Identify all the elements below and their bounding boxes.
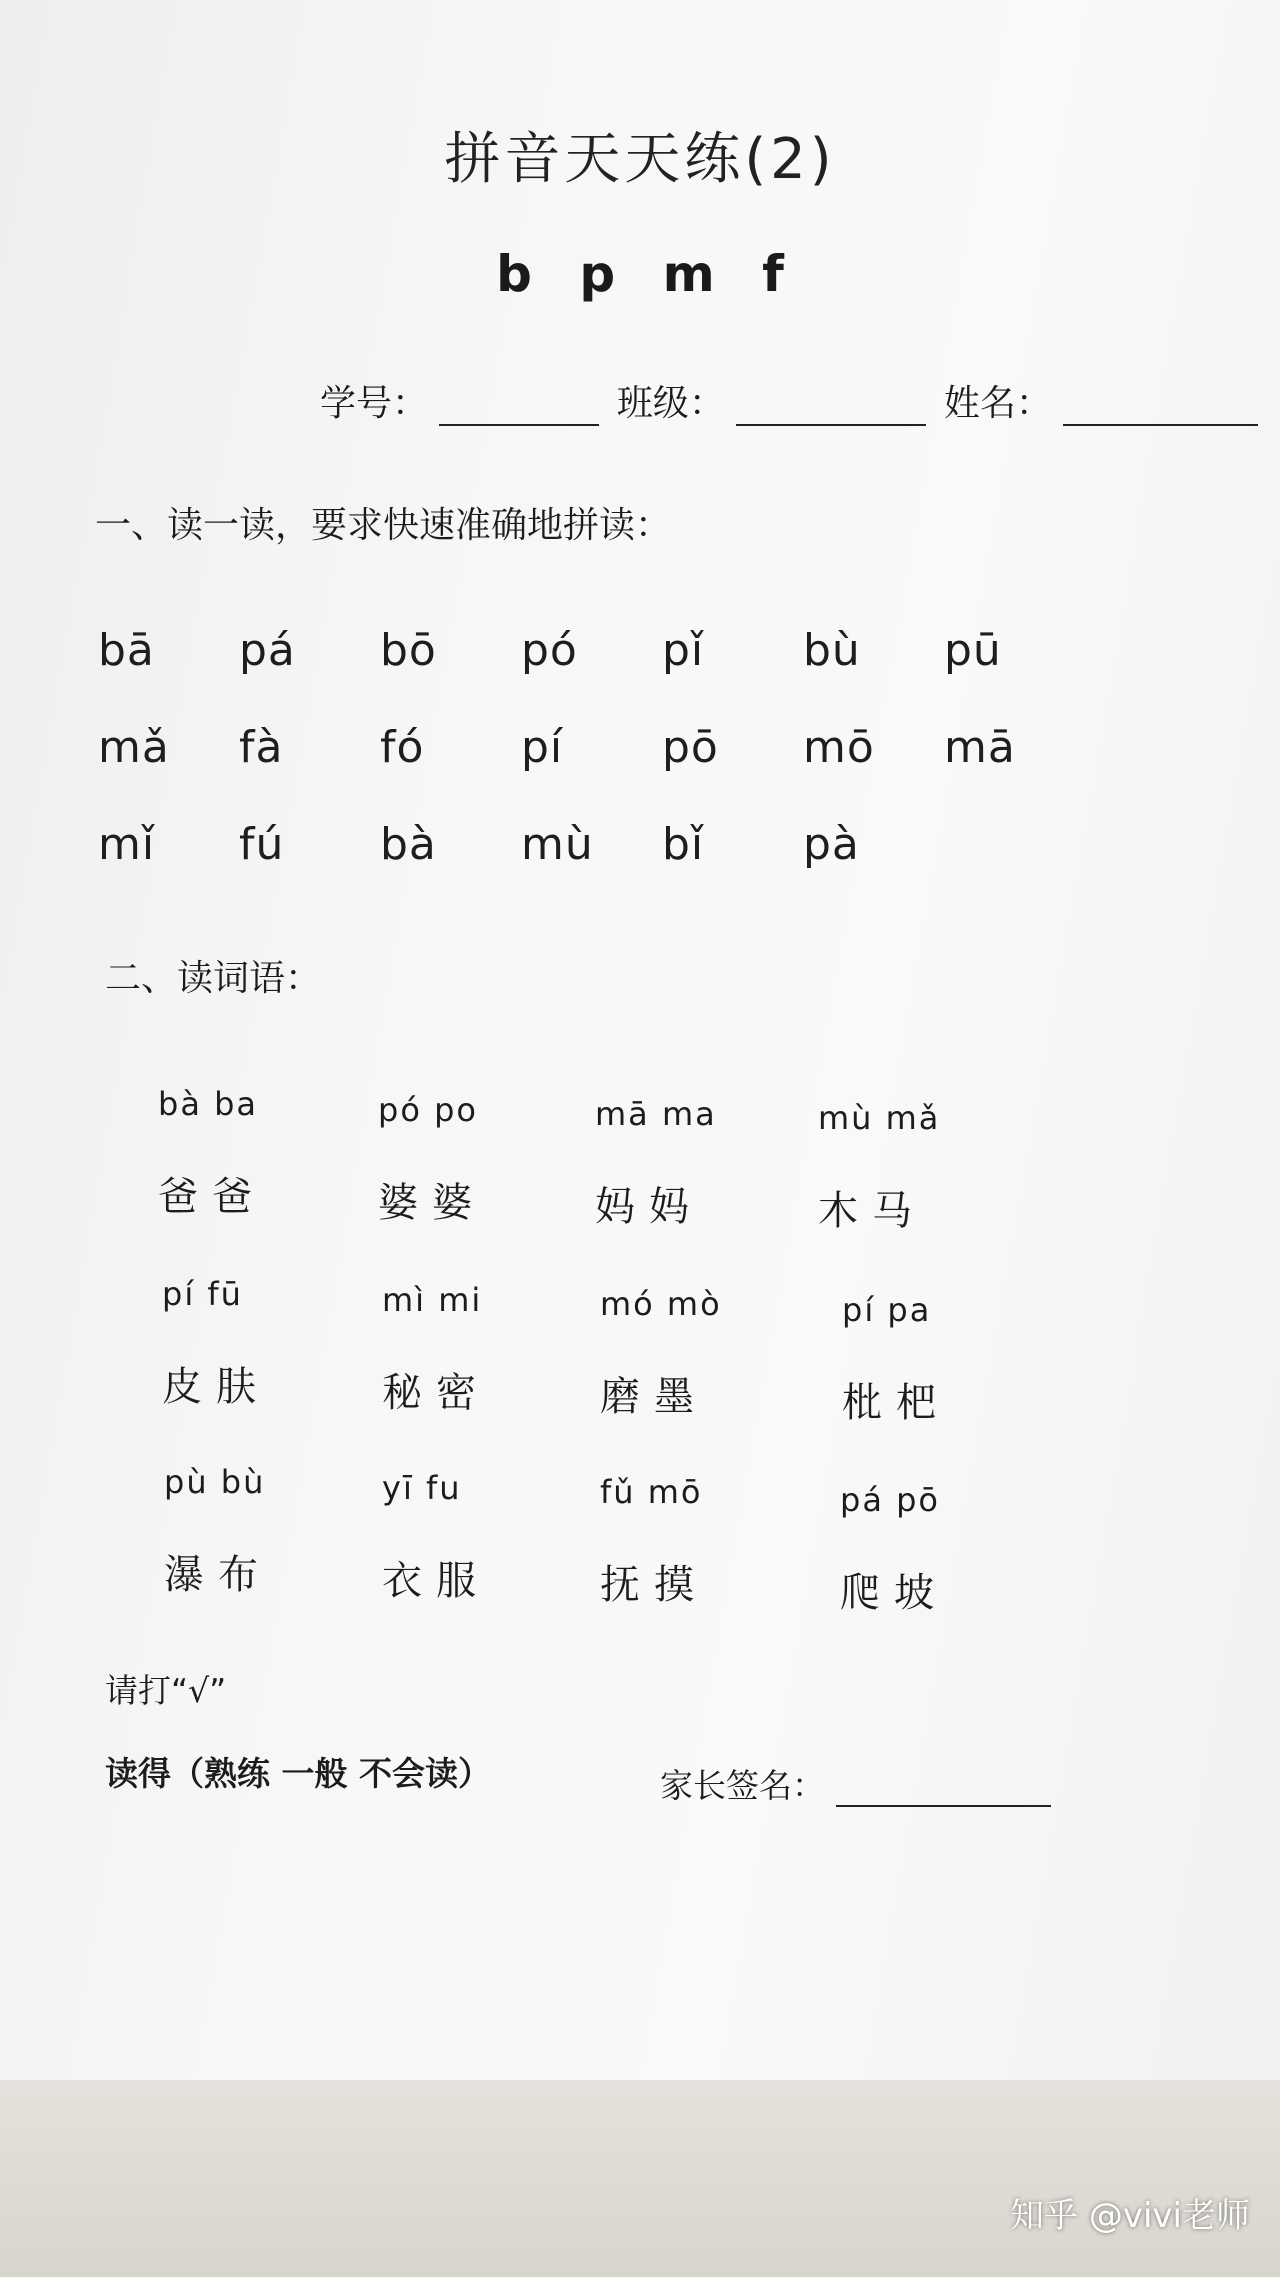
word-hanzi: 妈妈 — [595, 1184, 703, 1230]
word-hanzi: 婆婆 — [378, 1180, 486, 1226]
word-hanzi: 瀑布 — [164, 1552, 272, 1598]
word-pinyin: pó po — [378, 1091, 478, 1129]
pinyin-grid — [98, 625, 1085, 916]
word-pinyin: mó mò — [600, 1285, 722, 1323]
watermark-text: 知乎 @vivi老师 — [1010, 2196, 1250, 2236]
pinyin-row — [98, 819, 1085, 916]
student-no-label: 学号： — [320, 383, 429, 424]
student-info-row — [320, 375, 1264, 426]
pinyin-syllable: pū — [944, 625, 1002, 676]
word-hanzi: 秘密 — [382, 1370, 490, 1416]
parent-sign-field[interactable] — [836, 1771, 1051, 1807]
pinyin-syllable: pó — [521, 625, 578, 676]
word-pinyin: mā ma — [595, 1095, 717, 1133]
parent-sign-label: 家长签名： — [660, 1766, 825, 1805]
pinyin-syllable: pǐ — [662, 625, 705, 676]
pinyin-syllable: pí — [521, 722, 564, 773]
word-pinyin: mì mi — [382, 1281, 483, 1319]
class-label: 班级： — [616, 383, 725, 424]
word-item — [842, 1291, 1082, 1428]
word-item — [382, 1469, 622, 1606]
word-pinyin: fǔ mō — [600, 1473, 703, 1511]
word-item — [382, 1281, 622, 1418]
word-pinyin: pí fū — [162, 1275, 243, 1313]
word-hanzi: 爬坡 — [840, 1570, 948, 1616]
pinyin-syllable: mǐ — [98, 819, 156, 870]
page-title: 拼音天天练(2) — [444, 127, 836, 192]
name-field[interactable] — [1063, 390, 1258, 426]
background-surface — [0, 2080, 1280, 2277]
word-pinyin: mù mǎ — [818, 1099, 941, 1137]
student-no-field[interactable] — [439, 390, 599, 426]
pinyin-row — [98, 625, 1085, 722]
word-hanzi: 衣服 — [382, 1558, 490, 1604]
word-hanzi: 抚摸 — [600, 1562, 708, 1608]
pinyin-syllable: mù — [521, 819, 594, 870]
word-item — [600, 1473, 840, 1610]
word-item — [162, 1275, 402, 1412]
read-options: 读得（熟练 一般 不会读） — [105, 1754, 491, 1793]
word-pinyin: yī fu — [382, 1469, 462, 1507]
letters-heading: b p m f — [496, 245, 784, 303]
pinyin-row — [98, 722, 1085, 819]
pinyin-syllable: mǎ — [98, 722, 170, 773]
pinyin-syllable: mō — [803, 722, 875, 773]
word-hanzi: 磨墨 — [600, 1374, 708, 1420]
pinyin-syllable: fú — [239, 819, 285, 870]
word-hanzi: 木马 — [818, 1188, 926, 1234]
pinyin-syllable: pá — [239, 625, 296, 676]
word-hanzi: 皮肤 — [162, 1364, 270, 1410]
pinyin-syllable: pō — [662, 722, 719, 773]
class-field[interactable] — [736, 390, 926, 426]
pinyin-syllable: bǐ — [662, 819, 705, 870]
word-hanzi: 枇杷 — [842, 1380, 950, 1426]
section2-heading: 二、读词语： — [105, 958, 322, 999]
word-item — [164, 1463, 404, 1600]
pinyin-syllable: bà — [380, 819, 437, 870]
name-label: 姓名： — [943, 383, 1052, 424]
pinyin-syllable: fà — [239, 722, 284, 773]
pinyin-syllable: mā — [944, 722, 1016, 773]
word-item — [595, 1095, 835, 1232]
word-item — [840, 1481, 1080, 1618]
word-pinyin: pá pō — [840, 1481, 940, 1519]
check-hint: 请打“√” — [105, 1671, 227, 1710]
pinyin-syllable: fó — [380, 722, 425, 773]
word-item — [600, 1285, 840, 1422]
word-pinyin: bà ba — [158, 1085, 259, 1123]
word-pinyin: pí pa — [842, 1291, 932, 1329]
word-pinyin: pù bù — [164, 1463, 266, 1501]
word-item — [818, 1099, 1058, 1236]
word-item — [158, 1085, 398, 1222]
section1-heading: 一、读一读，要求快速准确地拼读： — [95, 505, 672, 546]
pinyin-syllable: bō — [380, 625, 437, 676]
pinyin-syllable: bù — [803, 625, 861, 676]
parent-sign-row — [660, 1760, 1057, 1807]
word-hanzi: 爸爸 — [158, 1174, 266, 1220]
pinyin-syllable: bā — [98, 625, 155, 676]
word-item — [378, 1091, 618, 1228]
pinyin-syllable: pà — [803, 819, 860, 870]
